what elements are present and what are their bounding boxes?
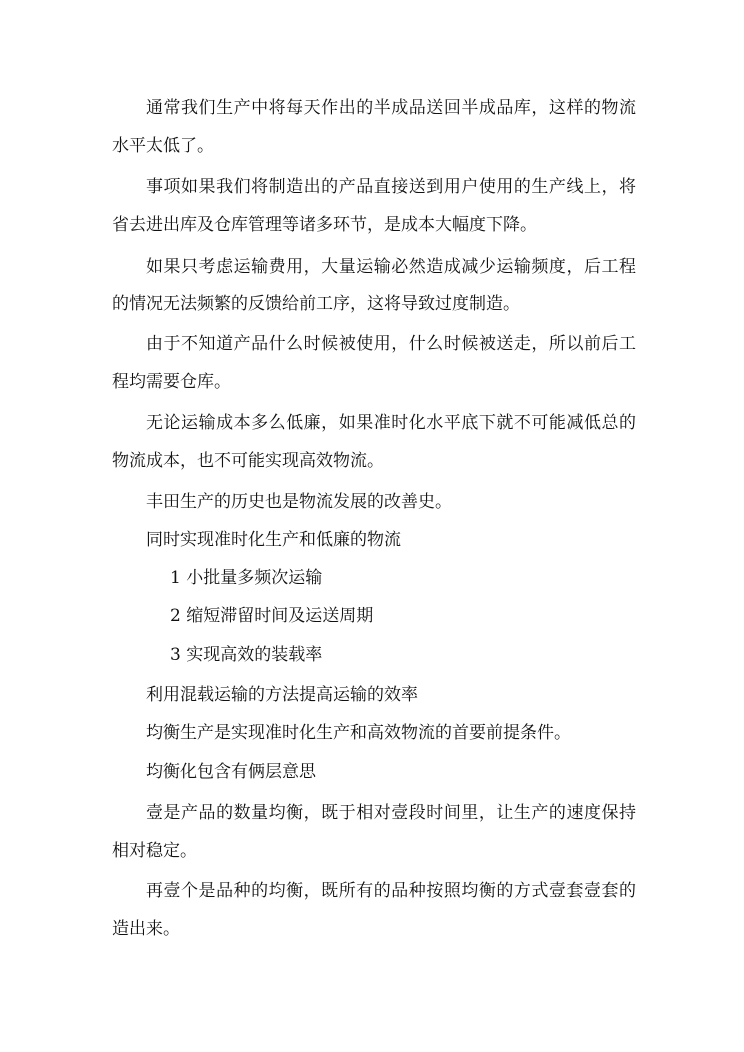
paragraph-10: 均衡生产是实现准时化生产和高效物流的首要前提条件。 (146, 723, 571, 743)
paragraph-5-line-2: 物流成本，也不可能实现高效物流。 (112, 451, 384, 471)
paragraph-13-line-1: 再壹个是品种的均衡，既所有的品种按照均衡的方式壹套壹套的 (146, 881, 636, 901)
list-item-1: 1 小批量多频次运输 (170, 568, 323, 588)
list-item-2: 2 缩短滞留时间及运送周期 (170, 606, 374, 626)
paragraph-4-line-1: 由于不知道产品什么时候被使用，什么时候被送走，所以前后工 (146, 334, 636, 354)
paragraph-4-line-2: 程均需要仓库。 (112, 372, 231, 392)
paragraph-13-line-2: 造出来。 (112, 919, 180, 939)
paragraph-3-line-1: 如果只考虑运输费用，大量运输必然造成减少运输频度，后工程 (146, 257, 636, 277)
paragraph-7: 同时实现准时化生产和低廉的物流 (146, 530, 401, 550)
paragraph-2-line-1: 事项如果我们将制造出的产品直接送到用户使用的生产线上，将 (146, 177, 636, 197)
list-item-3: 3 实现高效的装载率 (170, 645, 323, 665)
paragraph-12-line-2: 相对稳定。 (112, 841, 197, 861)
paragraph-2-line-2: 省去进出库及仓库管理等诸多环节，是成本大幅度下降。 (112, 215, 537, 235)
paragraph-6: 丰田生产的历史也是物流发展的改善史。 (146, 492, 452, 512)
paragraph-1-line-1: 通常我们生产中将每天作出的半成品送回半成品库，这样的物流 (146, 98, 636, 118)
paragraph-12-line-1: 壹是产品的数量均衡，既于相对壹段时间里，让生产的速度保持 (146, 803, 636, 823)
paragraph-1-line-2: 水平太低了。 (112, 136, 214, 156)
paragraph-11: 均衡化包含有俩层意思 (146, 762, 316, 782)
paragraph-5-line-1: 无论运输成本多么低廉，如果准时化水平底下就不可能减低总的 (146, 413, 636, 433)
paragraph-3-line-2: 的情况无法频繁的反馈给前工序，这将导致过度制造。 (112, 294, 520, 314)
paragraph-9: 利用混载运输的方法提高运输的效率 (146, 685, 418, 705)
